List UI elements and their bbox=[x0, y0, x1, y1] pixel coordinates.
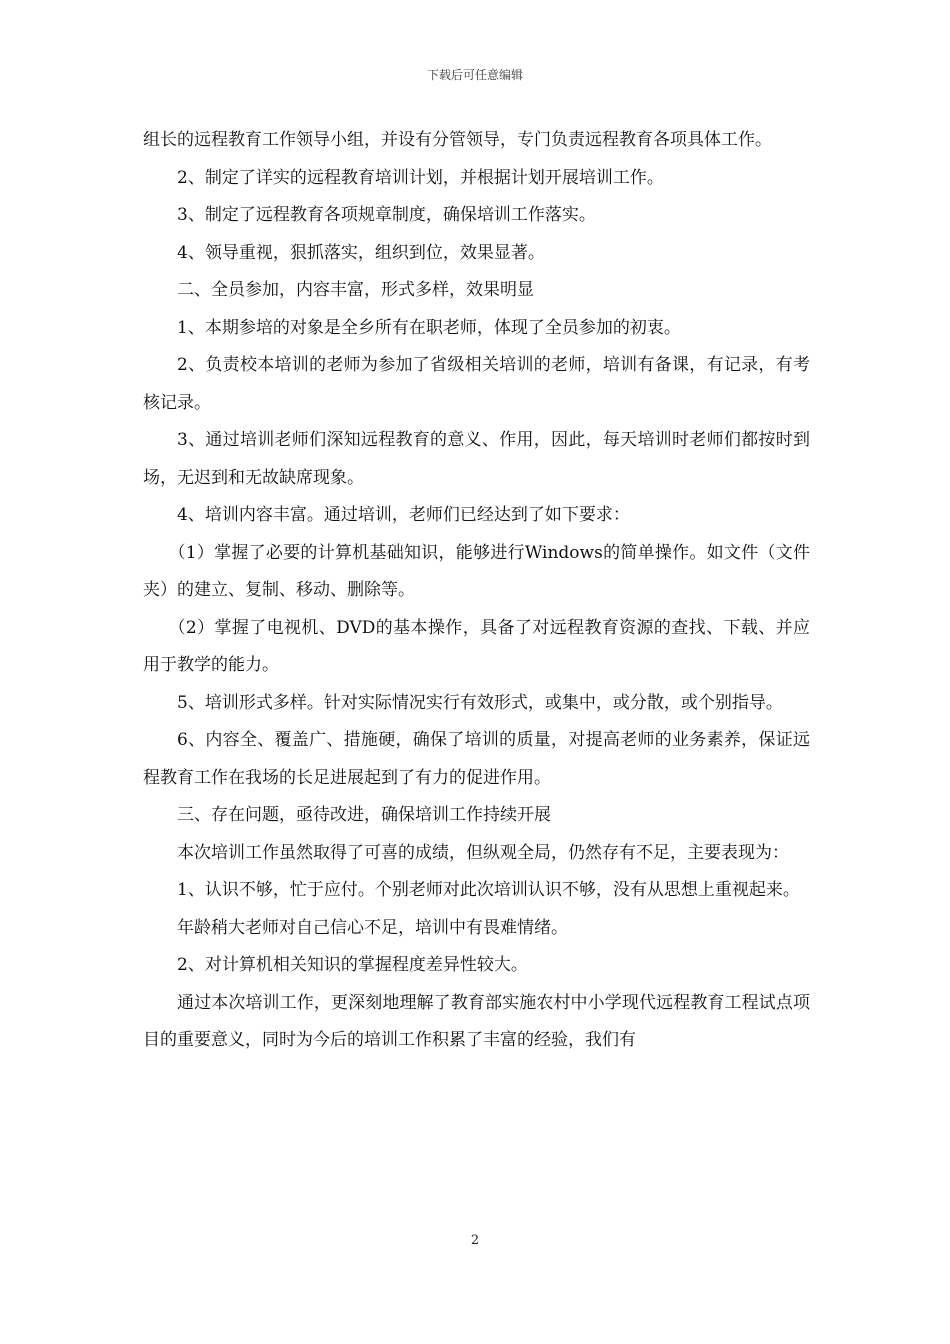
paragraph: 本次培训工作虽然取得了可喜的成绩，但纵观全局，仍然存有不足，主要表现为： bbox=[177, 842, 789, 863]
section-heading: 三、存在问题，亟待改进，确保培训工作持续开展 bbox=[177, 805, 551, 825]
paragraph: 2、制定了详实的远程教育培训计划，并根据计划开展培训工作。 bbox=[177, 167, 664, 188]
page-header: 下载后可任意编辑 bbox=[426, 68, 523, 82]
document-body bbox=[143, 122, 810, 1060]
paragraph: （1）掌握了必要的计算机基础知识，能够进行Windows的简单操作。如文件（文件夹）的建立、复制、移动、删除等。 bbox=[143, 542, 810, 600]
paragraph: 2、对计算机相关知识的掌握程度差异性较大。 bbox=[177, 955, 528, 975]
paragraph: 6、内容全、覆盖广、措施硬，确保了培训的质量，对提高老师的业务素养，保证远程教育工作在我场的长足进展起到了有力的促进作用。 bbox=[143, 730, 810, 788]
paragraph: 5、培训形式多样。针对实际情况实行有效形式，或集中，或分散，或个别指导。 bbox=[177, 692, 783, 713]
paragraph: 组长的远程教育工作领导小组，并设有分管领导，专门负责远程教育各项具体工作。 bbox=[143, 130, 772, 150]
section-heading: 二、全员参加，内容丰富，形式多样，效果明显 bbox=[177, 280, 534, 300]
paragraph: 1、本期参培的对象是全乡所有在职老师，体现了全员参加的初衷。 bbox=[177, 317, 681, 338]
paragraph: 3、通过培训老师们深知远程教育的意义、作用，因此，每天培训时老师们都按时到场，无迟到和无故缺席现象。 bbox=[143, 430, 810, 488]
page-number: 2 bbox=[470, 1233, 480, 1248]
paragraph: 1、认识不够，忙于应付。个别老师对此次培训认识不够，没有从思想上重视起来。 bbox=[177, 880, 800, 900]
paragraph: 通过本次培训工作，更深刻地理解了教育部实施农村中小学现代远程教育工程试点项目的重要意义，同时为今后的培训工作积累了丰富的经验，我们有 bbox=[143, 992, 810, 1050]
paragraph: 4、培训内容丰富。通过培训，老师们已经达到了如下要求： bbox=[177, 505, 630, 525]
paragraph: （2）掌握了电视机、DVD的基本操作，具备了对远程教育资源的查找、下载、并应用于教学的能力。 bbox=[143, 617, 810, 675]
paragraph: 3、制定了远程教育各项规章制度，确保培训工作落实。 bbox=[177, 205, 596, 225]
paragraph: 年龄稍大老师对自己信心不足，培训中有畏难情绪。 bbox=[177, 917, 568, 938]
paragraph: 2、负责校本培训的老师为参加了省级相关培训的老师，培训有备课，有记录，有考核记录。 bbox=[143, 355, 810, 413]
paragraph: 4、领导重视，狠抓落实，组织到位，效果显著。 bbox=[177, 242, 545, 263]
